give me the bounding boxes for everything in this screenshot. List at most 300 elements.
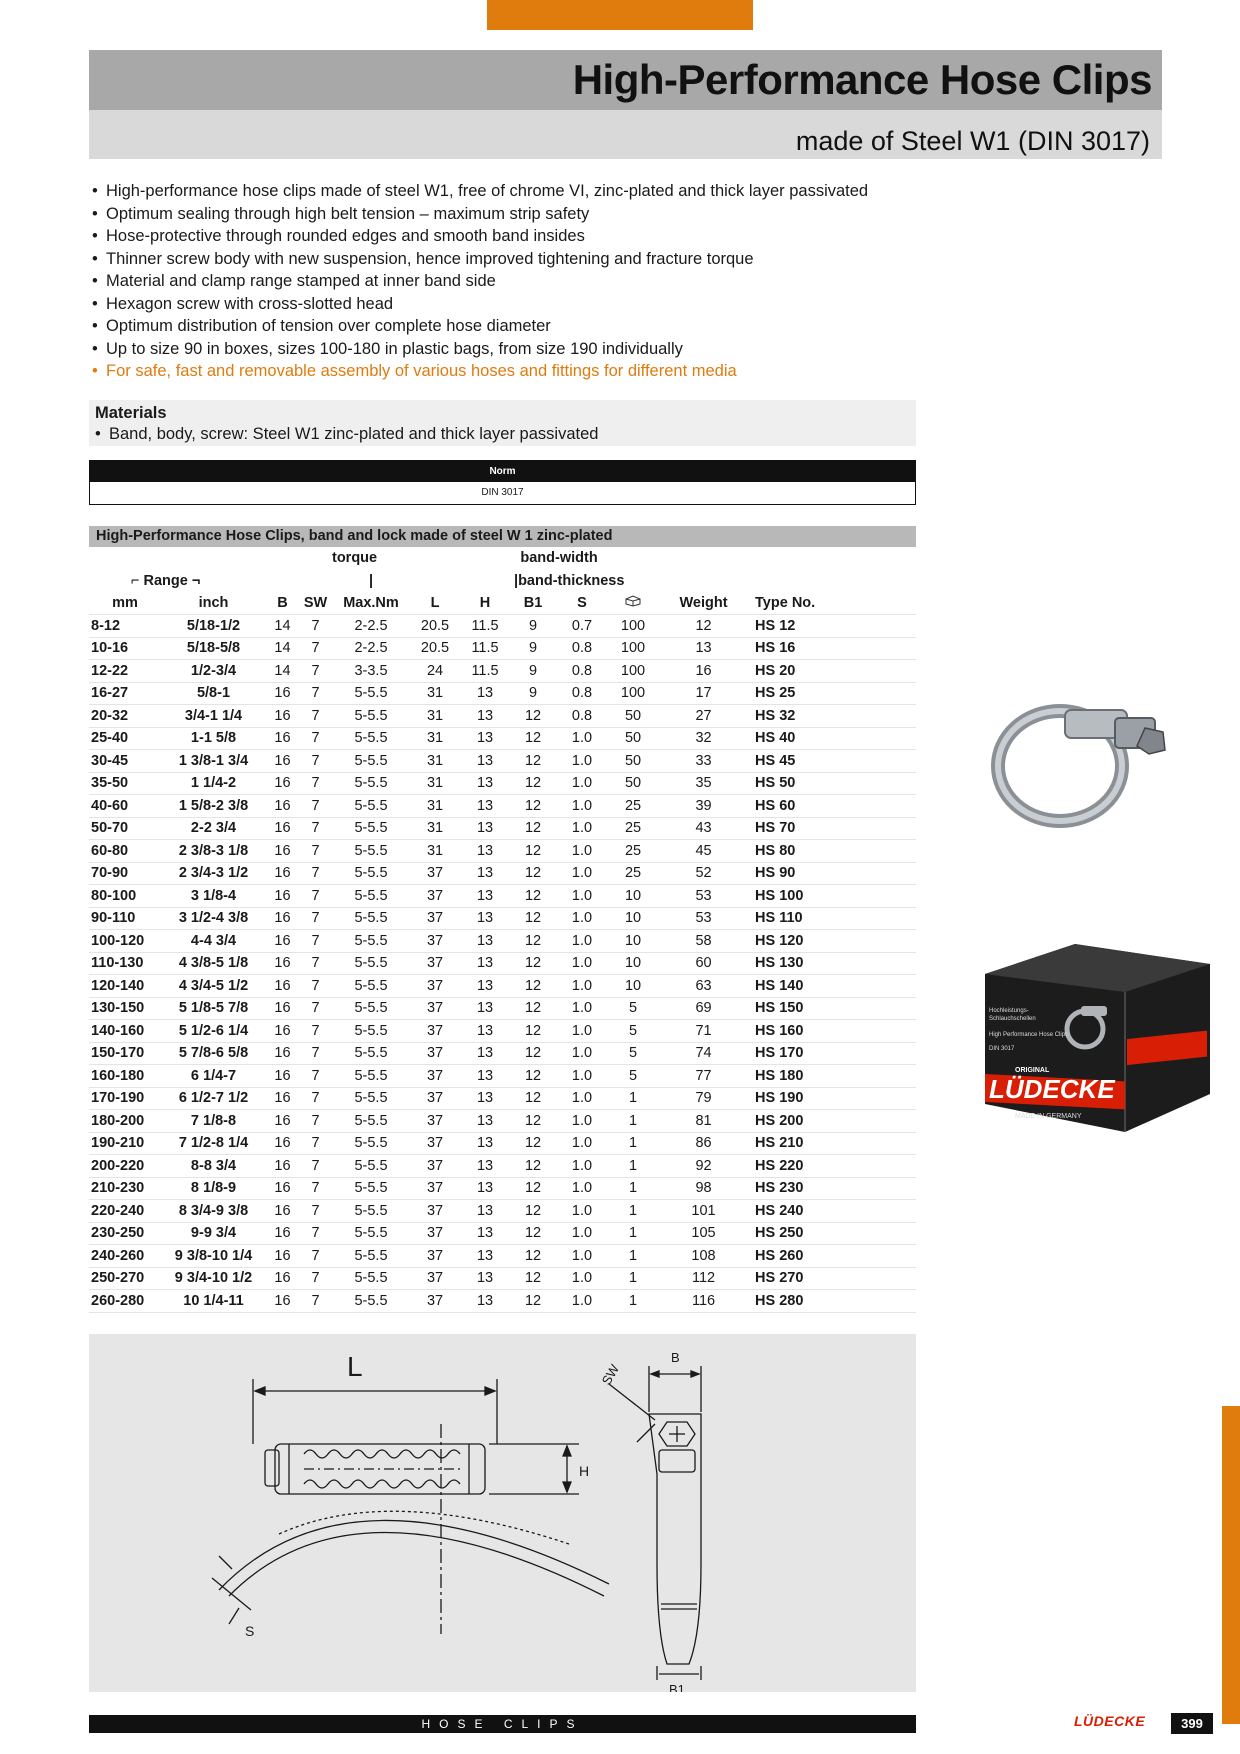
table-cell: 31: [410, 682, 460, 705]
table-cell: 10: [608, 975, 658, 998]
table-cell: 53: [658, 885, 749, 908]
table-cell: 5: [608, 997, 658, 1020]
table-cell: 1.0: [556, 1200, 608, 1223]
table-cell: 12: [510, 1245, 556, 1268]
table-cell: 13: [460, 1155, 510, 1178]
table-cell: 37: [410, 1177, 460, 1200]
band-thickness-label: |band-thickness: [514, 572, 625, 589]
table-cell: 1.0: [556, 1042, 608, 1065]
table-cell: 13: [460, 1042, 510, 1065]
table-cell: 16-27: [89, 682, 161, 705]
table-cell: 25: [608, 795, 658, 818]
table-cell: 7: [299, 660, 332, 683]
table-cell: 80-100: [89, 885, 161, 908]
table-cell: 7: [299, 1155, 332, 1178]
table-cell: 8-8 3/4: [161, 1155, 266, 1178]
table-cell: 20-32: [89, 705, 161, 728]
table-cell: 5-5.5: [332, 930, 410, 953]
table-cell: 12: [510, 840, 556, 863]
table-cell: 5-5.5: [332, 952, 410, 975]
table-cell: 13: [460, 705, 510, 728]
table-cell: 37: [410, 1065, 460, 1088]
table-row: [89, 1245, 916, 1268]
footer-brand-logo: LÜDECKE: [1074, 1713, 1146, 1729]
table-cell: 1: [608, 1110, 658, 1133]
table-row: [89, 952, 916, 975]
table-cell: HS 80: [749, 840, 916, 863]
table-cell: HS 16: [749, 637, 916, 660]
table-cell: 1: [608, 1222, 658, 1245]
table-cell: 16: [266, 907, 299, 930]
table-cell: 5-5.5: [332, 727, 410, 750]
table-cell: 7 1/2-8 1/4: [161, 1132, 266, 1155]
table-cell: 10 1/4-11: [161, 1290, 266, 1313]
table-cell: 58: [658, 930, 749, 953]
table-cell: HS 12: [749, 615, 916, 638]
table-cell: HS 130: [749, 952, 916, 975]
table-cell: 7: [299, 727, 332, 750]
table-cell: 1 1/4-2: [161, 772, 266, 795]
table-cell: 86: [658, 1132, 749, 1155]
table-cell: 12: [510, 1042, 556, 1065]
table-cell: 2-2.5: [332, 637, 410, 660]
table-cell: 50: [608, 727, 658, 750]
table-cell: 11.5: [460, 660, 510, 683]
table-cell: 37: [410, 1042, 460, 1065]
table-cell: 5 7/8-6 5/8: [161, 1042, 266, 1065]
table-cell: 5-5.5: [332, 795, 410, 818]
table-cell: 12: [510, 795, 556, 818]
table-cell: 5-5.5: [332, 1155, 410, 1178]
table-cell: 5-5.5: [332, 1267, 410, 1290]
table-cell: 1.0: [556, 1222, 608, 1245]
table-cell: HS 120: [749, 930, 916, 953]
table-cell: 5-5.5: [332, 862, 410, 885]
table-cell: 17: [658, 682, 749, 705]
table-cell: 9-9 3/4: [161, 1222, 266, 1245]
table-cell: 81: [658, 1110, 749, 1133]
table-cell: 1.0: [556, 772, 608, 795]
table-row: [89, 907, 916, 930]
table-row: [89, 975, 916, 998]
table-cell: 77: [658, 1065, 749, 1088]
torque-pointer-icon: |: [368, 572, 374, 589]
table-cell: 7: [299, 907, 332, 930]
table-cell: 150-170: [89, 1042, 161, 1065]
table-cell: 12: [510, 772, 556, 795]
table-cell: 5-5.5: [332, 1087, 410, 1110]
table-cell: 10: [608, 885, 658, 908]
table-cell: 35: [658, 772, 749, 795]
table-cell: 70-90: [89, 862, 161, 885]
table-cell: 1.0: [556, 1065, 608, 1088]
table-cell: 37: [410, 1222, 460, 1245]
table-cell: 71: [658, 1020, 749, 1043]
table-cell: 12: [510, 705, 556, 728]
table-cell: 7: [299, 637, 332, 660]
table-cell: 14: [266, 660, 299, 683]
table-row: [89, 1110, 916, 1133]
col-header: B1: [510, 592, 556, 615]
table-cell: 7: [299, 1177, 332, 1200]
table-row: [89, 997, 916, 1020]
table-cell: 8-12: [89, 615, 161, 638]
col-header: B: [266, 592, 299, 615]
table-cell: 16: [266, 1177, 299, 1200]
table-cell: 5: [608, 1065, 658, 1088]
table-row: [89, 885, 916, 908]
table-cell: 63: [658, 975, 749, 998]
table-cell: 25: [608, 817, 658, 840]
table-cell: 1.0: [556, 1290, 608, 1313]
table-row: [89, 795, 916, 818]
table-cell: 12: [510, 907, 556, 930]
table-cell: 220-240: [89, 1200, 161, 1223]
table-cell: 7: [299, 1020, 332, 1043]
table-cell: 5-5.5: [332, 840, 410, 863]
table-cell: 16: [266, 1245, 299, 1268]
table-cell: 2 3/4-3 1/2: [161, 862, 266, 885]
table-cell: 37: [410, 1155, 460, 1178]
table-cell: 1.0: [556, 1087, 608, 1110]
table-cell: 20.5: [410, 637, 460, 660]
table-cell: 13: [460, 1245, 510, 1268]
group-header-row-2: [89, 570, 916, 593]
table-cell: 8 1/8-9: [161, 1177, 266, 1200]
table-cell: HS 60: [749, 795, 916, 818]
table-cell: 3/4-1 1/4: [161, 705, 266, 728]
table-cell: 79: [658, 1087, 749, 1110]
table-cell: 13: [460, 682, 510, 705]
table-cell: HS 250: [749, 1222, 916, 1245]
feature-item-highlight: • For safe, fast and removable assembly of various hoses and fittings for different media: [92, 360, 932, 383]
table-cell: 31: [410, 795, 460, 818]
table-cell: 33: [658, 750, 749, 773]
table-cell: 12: [510, 1132, 556, 1155]
table-cell: 12: [510, 817, 556, 840]
table-cell: 5-5.5: [332, 1042, 410, 1065]
box-print-original: ORIGINAL: [1015, 1067, 1050, 1074]
spec-table: [89, 526, 916, 1313]
side-orange-tab: [1222, 1406, 1240, 1724]
materials-box: [89, 400, 916, 446]
table-cell: HS 260: [749, 1245, 916, 1268]
table-cell: 0.8: [556, 637, 608, 660]
table-cell: 7: [299, 1110, 332, 1133]
table-cell: 16: [266, 1132, 299, 1155]
table-row: [89, 862, 916, 885]
table-cell: 1.0: [556, 997, 608, 1020]
box-brand-logo: LÜDECKE: [989, 1074, 1115, 1104]
table-cell: HS 270: [749, 1267, 916, 1290]
norm-header: Norm: [90, 461, 915, 482]
table-cell: HS 25: [749, 682, 916, 705]
feature-item: • Material and clamp range stamped at inner band side: [92, 270, 932, 293]
col-header: mm: [89, 592, 161, 615]
table-cell: 5-5.5: [332, 997, 410, 1020]
table-cell: 37: [410, 975, 460, 998]
table-cell: 13: [460, 772, 510, 795]
table-cell: 16: [266, 817, 299, 840]
table-cell: 7: [299, 750, 332, 773]
table-cell: 2-2.5: [332, 615, 410, 638]
table-cell: 13: [460, 1132, 510, 1155]
footer-section-bar: HOSE CLIPS: [89, 1715, 916, 1733]
feature-item: • Thinner screw body with new suspension, hence improved tightening and fracture torque: [92, 248, 932, 271]
table-cell: 14: [266, 637, 299, 660]
feature-item: • Up to size 90 in boxes, sizes 100-180 in plastic bags, from size 190 individually: [92, 338, 932, 361]
dimension-H-label: H: [579, 1463, 590, 1479]
table-cell: 5-5.5: [332, 750, 410, 773]
table-cell: 12: [510, 1177, 556, 1200]
table-cell: 160-180: [89, 1065, 161, 1088]
table-cell: 1-1 5/8: [161, 727, 266, 750]
table-cell: 250-270: [89, 1267, 161, 1290]
table-cell: 110-130: [89, 952, 161, 975]
norm-value: DIN 3017: [481, 487, 524, 498]
table-cell: 5-5.5: [332, 885, 410, 908]
table-row: [89, 817, 916, 840]
table-cell: 52: [658, 862, 749, 885]
hose-clip-photo: [985, 688, 1175, 838]
table-cell: 50: [608, 750, 658, 773]
table-cell: 5-5.5: [332, 907, 410, 930]
table-cell: 40-60: [89, 795, 161, 818]
table-cell: 69: [658, 997, 749, 1020]
table-cell: 5 1/8-5 7/8: [161, 997, 266, 1020]
table-cell: 12: [510, 975, 556, 998]
table-cell: 5-5.5: [332, 1110, 410, 1133]
table-cell: 5-5.5: [332, 1065, 410, 1088]
table-cell: 1.0: [556, 727, 608, 750]
table-cell: 0.8: [556, 660, 608, 683]
table-cell: 7: [299, 1065, 332, 1088]
table-cell: 9: [510, 682, 556, 705]
col-header: Weight: [658, 592, 749, 615]
table-cell: 7: [299, 615, 332, 638]
table-cell: HS 40: [749, 727, 916, 750]
table-cell: 1.0: [556, 1267, 608, 1290]
table-cell: 7: [299, 795, 332, 818]
table-row: [89, 727, 916, 750]
table-cell: 7: [299, 682, 332, 705]
table-cell: 1/2-3/4: [161, 660, 266, 683]
table-cell: 10-16: [89, 637, 161, 660]
norm-table: [89, 460, 916, 505]
table-cell: 10: [608, 930, 658, 953]
table-cell: 1: [608, 1290, 658, 1313]
table-cell: 24: [410, 660, 460, 683]
table-cell: 100: [608, 637, 658, 660]
table-cell: 5/18-5/8: [161, 637, 266, 660]
table-cell: 16: [266, 840, 299, 863]
table-cell: 16: [266, 975, 299, 998]
table-cell: HS 32: [749, 705, 916, 728]
table-row: [89, 1290, 916, 1313]
table-cell: 1.0: [556, 1155, 608, 1178]
table-cell: 7: [299, 840, 332, 863]
table-cell: 37: [410, 907, 460, 930]
table-cell: 92: [658, 1155, 749, 1178]
table-cell: HS 180: [749, 1065, 916, 1088]
table-cell: 16: [266, 1065, 299, 1088]
range-left-corner-icon: ⌐: [131, 572, 140, 589]
table-cell: 12: [510, 862, 556, 885]
table-cell: 2 3/8-3 1/8: [161, 840, 266, 863]
page-title: High-Performance Hose Clips: [572, 56, 1152, 103]
table-cell: 5: [608, 1042, 658, 1065]
table-cell: 210-230: [89, 1177, 161, 1200]
table-cell: 12: [510, 1020, 556, 1043]
table-cell: 1.0: [556, 750, 608, 773]
table-row: [89, 1155, 916, 1178]
table-cell: 7: [299, 1267, 332, 1290]
table-cell: 1.0: [556, 1132, 608, 1155]
table-cell: 0.8: [556, 682, 608, 705]
table-cell: 1.0: [556, 795, 608, 818]
table-cell: 31: [410, 772, 460, 795]
table-cell: 13: [460, 1087, 510, 1110]
table-cell: 3 1/8-4: [161, 885, 266, 908]
table-cell: 7: [299, 1087, 332, 1110]
table-cell: HS 280: [749, 1290, 916, 1313]
table-cell: HS 230: [749, 1177, 916, 1200]
table-row: [89, 1065, 916, 1088]
table-cell: 130-150: [89, 997, 161, 1020]
table-cell: 9 3/8-10 1/4: [161, 1245, 266, 1268]
table-cell: 16: [266, 727, 299, 750]
table-cell: 31: [410, 705, 460, 728]
table-cell: 5/8-1: [161, 682, 266, 705]
table-cell: 1: [608, 1200, 658, 1223]
table-cell: 27: [658, 705, 749, 728]
table-cell: 50: [608, 705, 658, 728]
group-header-row: [89, 547, 916, 570]
table-cell: 120-140: [89, 975, 161, 998]
col-header: Type No.: [749, 592, 916, 615]
table-cell: 13: [460, 862, 510, 885]
table-cell: 1.0: [556, 840, 608, 863]
table-cell: 4 3/8-5 1/8: [161, 952, 266, 975]
col-header: SW: [299, 592, 332, 615]
table-cell: 1.0: [556, 1020, 608, 1043]
table-cell: 31: [410, 840, 460, 863]
table-cell: 100-120: [89, 930, 161, 953]
table-cell: 1: [608, 1177, 658, 1200]
box-print-line3: High Performance Hose Clips: [989, 1032, 1069, 1038]
table-cell: 35-50: [89, 772, 161, 795]
table-cell: 5-5.5: [332, 1177, 410, 1200]
table-cell: HS 220: [749, 1155, 916, 1178]
table-cell: HS 45: [749, 750, 916, 773]
table-cell: 5-5.5: [332, 1290, 410, 1313]
table-cell: 105: [658, 1222, 749, 1245]
table-cell: 16: [266, 862, 299, 885]
table-cell: 32: [658, 727, 749, 750]
table-cell: 12: [510, 930, 556, 953]
table-row: [89, 660, 916, 683]
materials-title: Materials: [95, 404, 167, 422]
table-cell: 37: [410, 1132, 460, 1155]
technical-drawing: [89, 1334, 916, 1692]
table-cell: 1: [608, 1155, 658, 1178]
table-row: [89, 1200, 916, 1223]
table-cell: 1.0: [556, 1245, 608, 1268]
table-cell: 5-5.5: [332, 817, 410, 840]
dimension-L-label: L: [347, 1351, 363, 1382]
table-cell: 12: [510, 1290, 556, 1313]
table-cell: 60-80: [89, 840, 161, 863]
table-row: [89, 615, 916, 638]
table-cell: 16: [266, 952, 299, 975]
dimension-B1-label: B1: [669, 1682, 685, 1692]
table-cell: 100: [608, 615, 658, 638]
dimension-S-label: S: [245, 1623, 255, 1639]
table-cell: 13: [460, 1222, 510, 1245]
feature-item: • Optimum sealing through high belt tension – maximum strip safety: [92, 203, 932, 226]
table-cell: 37: [410, 1110, 460, 1133]
table-cell: 7: [299, 1245, 332, 1268]
table-cell: 31: [410, 817, 460, 840]
table-cell: 50-70: [89, 817, 161, 840]
table-cell: 1.0: [556, 885, 608, 908]
table-cell: 53: [658, 907, 749, 930]
top-orange-tab: [487, 0, 753, 30]
table-cell: 7: [299, 997, 332, 1020]
table-cell: 16: [266, 1042, 299, 1065]
table-cell: 112: [658, 1267, 749, 1290]
table-row: [89, 1222, 916, 1245]
table-cell: 74: [658, 1042, 749, 1065]
table-cell: 16: [266, 772, 299, 795]
feature-item: • Hexagon screw with cross-slotted head: [92, 293, 932, 316]
table-cell: 16: [266, 885, 299, 908]
table-cell: 12: [510, 1155, 556, 1178]
table-cell: 5 1/2-6 1/4: [161, 1020, 266, 1043]
table-cell: 7: [299, 862, 332, 885]
table-cell: 12: [510, 952, 556, 975]
page-subtitle: made of Steel W1 (DIN 3017): [795, 126, 1150, 156]
box-print-line2: Schlauchschellen: [989, 1016, 1036, 1022]
feature-item: • Hose-protective through rounded edges and smooth band insides: [92, 225, 932, 248]
range-cell: [89, 570, 266, 593]
table-cell: 13: [460, 885, 510, 908]
table-cell: 240-260: [89, 1245, 161, 1268]
table-cell: 13: [460, 1020, 510, 1043]
table-cell: 16: [266, 1155, 299, 1178]
table-cell: HS 100: [749, 885, 916, 908]
table-cell: 1: [608, 1132, 658, 1155]
table-cell: 16: [266, 795, 299, 818]
table-cell: HS 210: [749, 1132, 916, 1155]
table-cell: 7 1/8-8: [161, 1110, 266, 1133]
table-cell: 37: [410, 1087, 460, 1110]
band-width-label: band-width: [520, 550, 598, 567]
table-cell: 16: [266, 997, 299, 1020]
table-cell: 30-45: [89, 750, 161, 773]
table-row: [89, 750, 916, 773]
table-cell: 13: [460, 1065, 510, 1088]
table-cell: 1.0: [556, 907, 608, 930]
table-cell: 60: [658, 952, 749, 975]
table-cell: 12: [510, 997, 556, 1020]
table-cell: 7: [299, 930, 332, 953]
spec-rows: [89, 615, 916, 1313]
table-cell: 140-160: [89, 1020, 161, 1043]
table-cell: 5-5.5: [332, 1222, 410, 1245]
table-cell: 31: [410, 750, 460, 773]
table-cell: 4-4 3/4: [161, 930, 266, 953]
